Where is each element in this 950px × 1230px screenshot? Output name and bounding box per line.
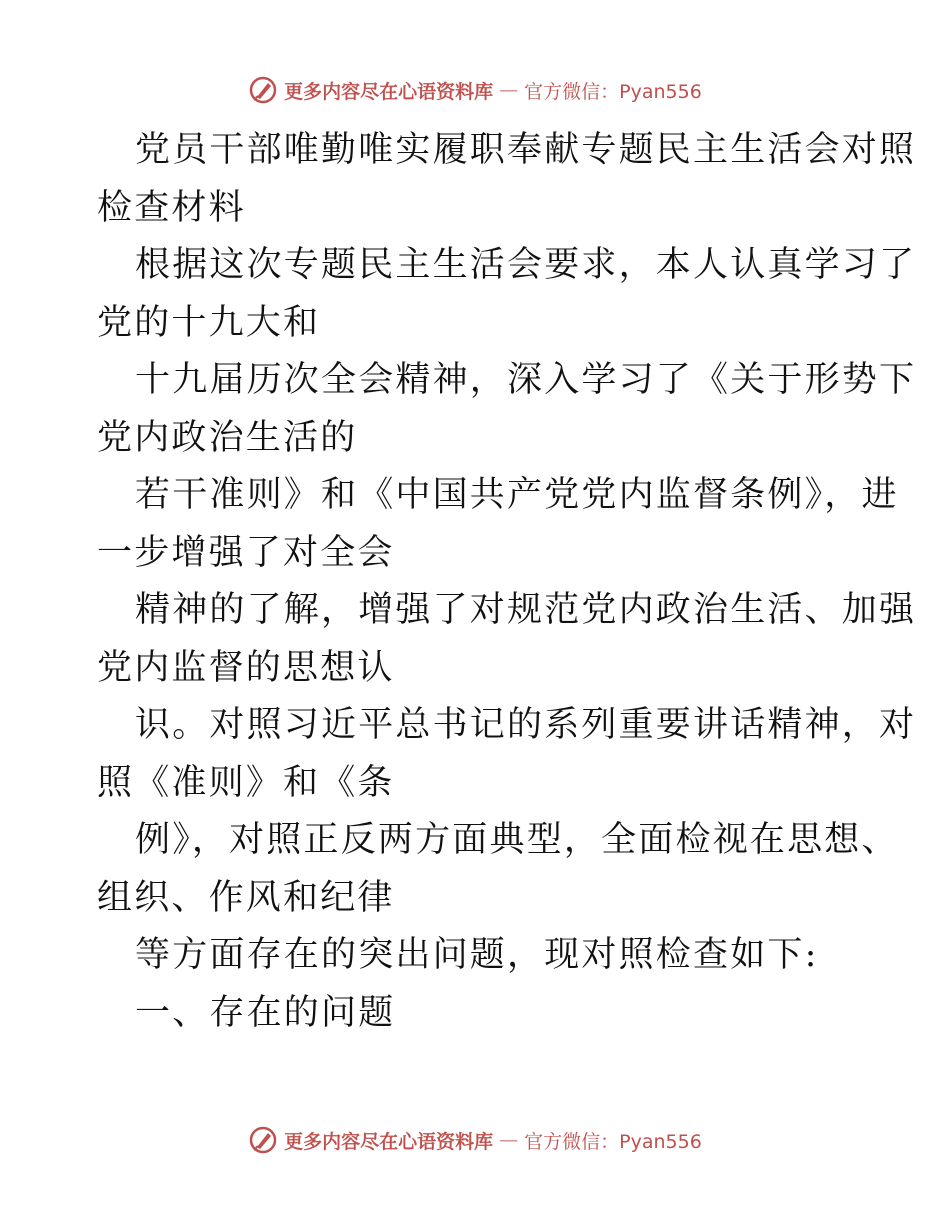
paragraph-line: 根据这次专题民主生活会要求，本人认真学习了 xyxy=(135,245,917,285)
document-paragraph xyxy=(97,352,917,467)
watermark-site-text: 更多内容尽在心语资料库 xyxy=(284,1130,494,1153)
paragraph-line: 党内政治生活的 xyxy=(97,417,358,458)
document-paragraph xyxy=(97,582,917,697)
paragraph-line: 例》，对照正反两方面典型，全面检视在思想、 xyxy=(135,820,899,860)
document-paragraph xyxy=(97,237,917,352)
header-watermark xyxy=(0,70,950,110)
paragraph-line: 党员干部唯勤唯实履职奉献专题民主生活会对照 xyxy=(135,130,917,170)
paragraph-line: 照《准则》和《条 xyxy=(97,762,395,803)
paragraph-line: 组织、作风和纪律 xyxy=(97,877,395,918)
document-body xyxy=(97,122,917,1042)
quill-seal-icon xyxy=(248,1125,278,1155)
document-paragraph xyxy=(97,812,899,927)
paragraph-line: 一步增强了对全会 xyxy=(97,532,395,573)
paragraph-line: 一、存在的问题 xyxy=(135,992,396,1033)
document-paragraph xyxy=(97,467,899,582)
paragraph-line: 等方面存在的突出问题，现对照检查如下: xyxy=(135,935,819,975)
watermark-separator: — xyxy=(499,1129,519,1151)
paragraph-line: 检查材料 xyxy=(97,187,246,228)
paragraph-line: 党内监督的思想认 xyxy=(97,647,395,688)
footer-watermark xyxy=(0,1120,950,1160)
paragraph-line: 精神的了解，增强了对规范党内政治生活、加强 xyxy=(135,590,917,630)
watermark-separator: — xyxy=(499,79,519,101)
paragraph-line: 十九届历次全会精神，深入学习了《关于形势下 xyxy=(135,360,917,400)
paragraph-line: 识。对照习近平总书记的系列重要讲话精神，对 xyxy=(135,705,917,745)
document-paragraph xyxy=(97,927,857,985)
watermark-wechat-text: 官方微信：Pyan556 xyxy=(524,80,702,103)
watermark-site-text: 更多内容尽在心语资料库 xyxy=(284,80,494,103)
watermark-wechat-text: 官方微信：Pyan556 xyxy=(524,1130,702,1153)
section-heading xyxy=(97,985,857,1043)
paragraph-line: 党的十九大和 xyxy=(97,302,321,343)
quill-seal-icon xyxy=(248,75,278,105)
document-paragraph xyxy=(97,122,917,237)
paragraph-line: 若干准则》和《中国共产党党内监督条例》，进 xyxy=(135,475,899,515)
document-paragraph xyxy=(97,697,917,812)
